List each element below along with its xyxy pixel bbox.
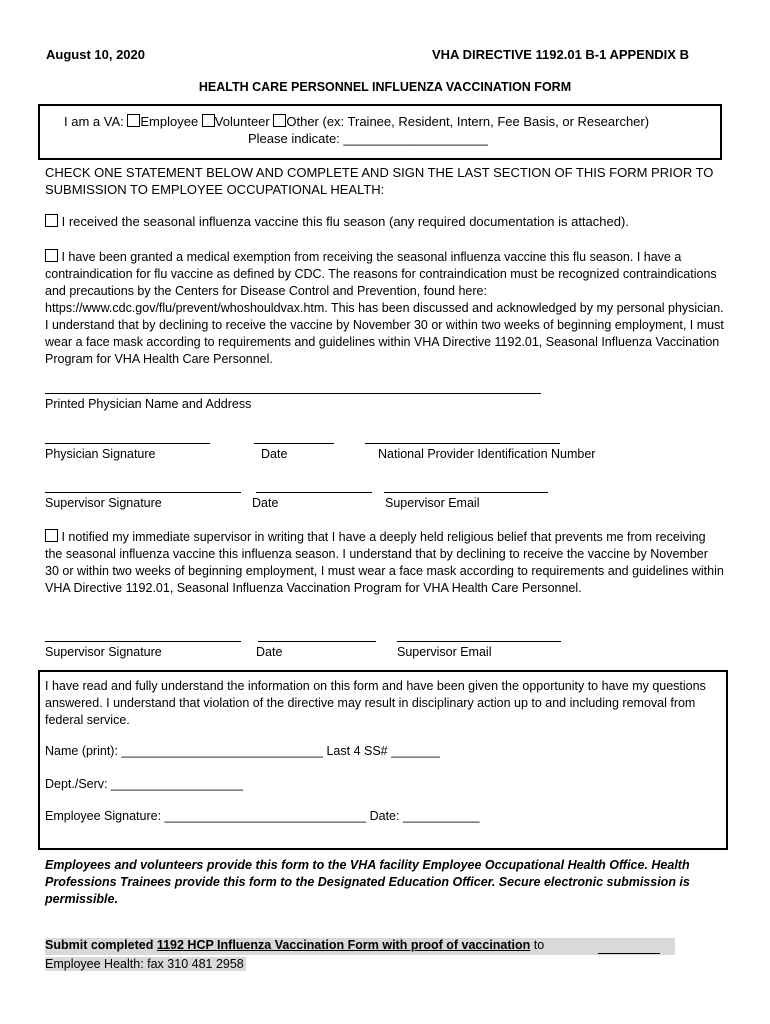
instructions: CHECK ONE STATEMENT BELOW AND COMPLETE AND SIGN THE LAST SECTION OF THIS FORM PRIOR TO SUBMISSION TO EMPLOYEE OCCUPATIONAL HEALTH: <box>45 165 714 197</box>
volunteer-checkbox[interactable] <box>202 114 215 127</box>
statement-3-checkbox[interactable] <box>45 529 58 542</box>
npi-label: National Provider Identification Number <box>378 447 596 461</box>
submit-instruction <box>45 938 544 952</box>
form-title: HEALTH CARE PERSONNEL INFLUENZA VACCINATION FORM <box>198 80 572 94</box>
submit-to: to <box>530 938 545 952</box>
supervisor-email-label-1: Supervisor Email <box>385 496 480 510</box>
name-ssn-field[interactable]: Name (print): _____________________________ Last 4 SS# _______ <box>45 744 440 758</box>
footer-note: Employees and volunteers provide this form to the VHA facility Employee Occupational Health Office. Health Professions Trainees provide this form to the Designated Education Officer. Secure electronic submission is permissible. <box>45 858 690 906</box>
supervisor-date-line-1[interactable] <box>256 492 372 493</box>
npi-line[interactable] <box>365 443 560 444</box>
supervisor-signature-label-2: Supervisor Signature <box>45 645 162 659</box>
supervisor-signature-line-1[interactable] <box>45 492 241 493</box>
fax-line: Employee Health: fax 310 481 2958 <box>45 957 244 971</box>
physician-signature-line[interactable] <box>45 443 210 444</box>
statement-3-text: I notified my immediate supervisor in writing that I have a deeply held religious belief that prevents me from receiving the seasonal influenza vaccine this influenza season. I understand that by declining to receive the vaccine by November 30 or within two weeks of beginning employment, I must wear a face mask according to requirements and guidelines within VHA Directive 1192.01, Seasonal Influenza Vaccination Program for VHA Health Care Personnel. <box>45 530 724 595</box>
supervisor-email-line-1[interactable] <box>384 492 548 493</box>
statement-1 <box>45 213 725 230</box>
supervisor-date-line-2[interactable] <box>258 641 376 642</box>
role-prefix: I am a VA: <box>64 114 124 129</box>
directive-reference: VHA DIRECTIVE 1192.01 B-1 APPENDIX B <box>432 47 689 62</box>
other-checkbox[interactable] <box>273 114 286 127</box>
volunteer-label: Volunteer <box>214 114 270 129</box>
submit-prefix: Submit completed <box>45 938 157 952</box>
employee-label: Employee <box>140 114 199 129</box>
statement-2-text: I have been granted a medical exemption from receiving the seasonal influenza vaccine this flu season. I have a contraindication for flu vaccine as defined by CDC. The reasons for contraindication must be recognized contraindications and precautions by the Centers for Disease Control and Prevention, found here: https://www.cdc.gov/flu/prevent/whoshouldvax.htm. This has been discussed and acknowledged by my personal physician. I understand that by declining to receive the vaccine by November 30 or within two weeks of beginning employment, I must wear a face mask according to requirements and guidelines within VHA Directive 1192.01, Seasonal Influenza Vaccination Program for VHA Health Care Personnel. <box>45 250 724 366</box>
physician-date-label: Date <box>261 447 288 461</box>
supervisor-date-label-2: Date <box>256 645 283 659</box>
submit-to-line <box>598 953 660 954</box>
statement-1-checkbox[interactable] <box>45 214 58 227</box>
statement-1-text: I received the seasonal influenza vaccine this flu season (any required documentation is attached). <box>61 214 629 229</box>
acknowledgement-text: I have read and fully understand the information on this form and have been given the opportunity to have my questions answered. I understand that violation of the directive may result in disciplinary action up to and including removal from federal service. <box>45 679 706 727</box>
statement-2-checkbox[interactable] <box>45 249 58 262</box>
dept-serv-field[interactable]: Dept./Serv: ___________________ <box>45 777 244 791</box>
please-indicate-field[interactable]: Please indicate: ____________________ <box>248 131 488 146</box>
supervisor-date-label-1: Date <box>252 496 279 510</box>
role-options <box>64 114 649 129</box>
physician-name-line[interactable] <box>45 393 541 394</box>
supervisor-signature-line-2[interactable] <box>45 641 241 642</box>
physician-date-line[interactable] <box>254 443 334 444</box>
statement-3 <box>45 529 725 597</box>
document-date: August 10, 2020 <box>46 47 145 62</box>
physician-signature-label: Physician Signature <box>45 447 156 461</box>
statement-2 <box>45 249 725 368</box>
supervisor-email-label-2: Supervisor Email <box>397 645 492 659</box>
submit-form-name: 1192 HCP Influenza Vaccination Form with proof of vaccination <box>156 938 531 952</box>
supervisor-signature-label-1: Supervisor Signature <box>45 496 162 510</box>
supervisor-email-line-2[interactable] <box>397 641 561 642</box>
other-label: Other (ex: Trainee, Resident, Intern, Fee Basis, or Researcher) <box>286 114 650 129</box>
employee-checkbox[interactable] <box>127 114 140 127</box>
physician-name-label: Printed Physician Name and Address <box>45 397 252 411</box>
employee-signature-field[interactable]: Employee Signature: _____________________________ Date: ___________ <box>45 809 480 823</box>
